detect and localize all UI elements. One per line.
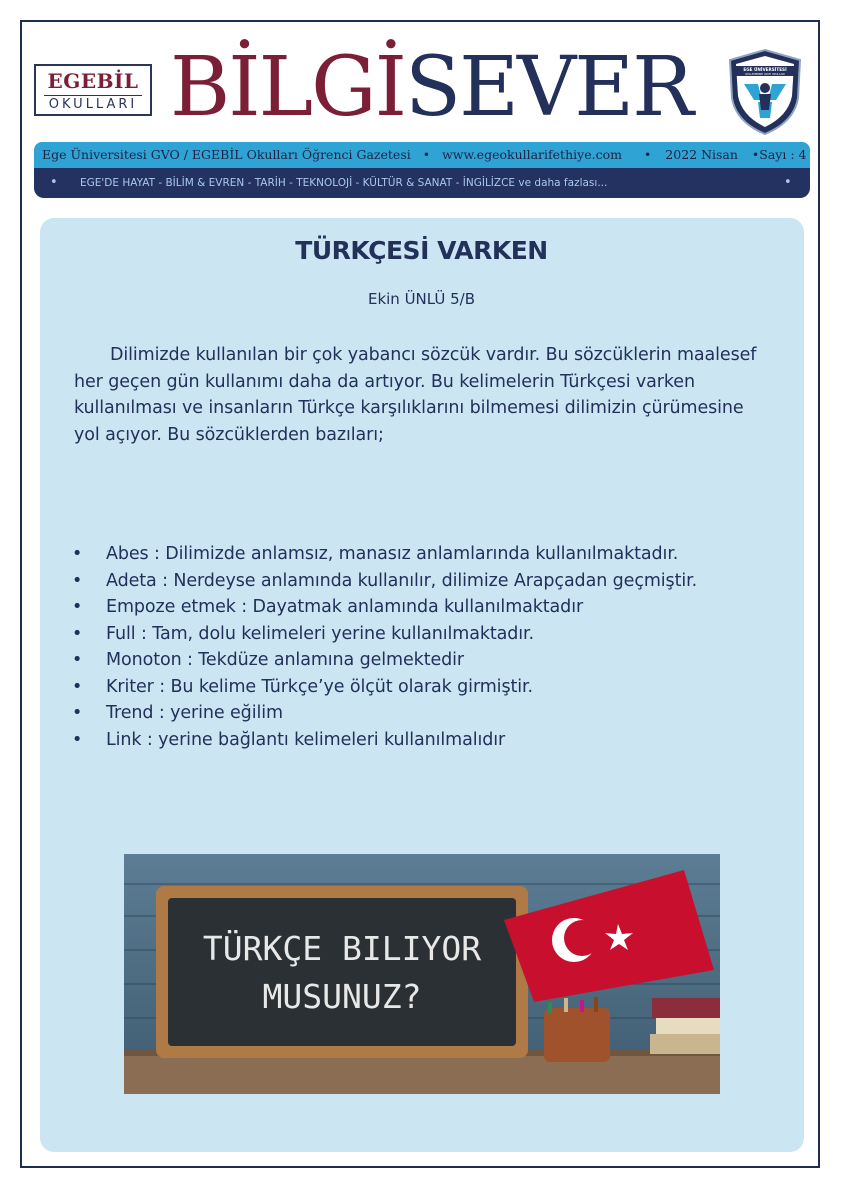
- masthead-title: [170, 38, 690, 138]
- list-item: • Full : Tam, dolu kelimeleri yerine kullanılmaktadır.: [72, 623, 534, 644]
- school-crest-icon: [726, 48, 804, 136]
- topics-bullet-left: •: [50, 175, 58, 190]
- issue-date: 2022 Nisan: [665, 147, 738, 162]
- chalkboard-image: [124, 854, 720, 1094]
- website-link[interactable]: www.egeokullarifethiye.com: [442, 147, 622, 162]
- list-item: • Kriter : Bu kelime Türkçe’ye ölçüt olarak girmiştir.: [72, 676, 533, 697]
- masthead-part1: BİLGİ: [170, 40, 405, 135]
- list-item: • Trend : yerine eğilim: [72, 703, 283, 723]
- article-author: Ekin ÜNLÜ 5/B: [367, 290, 476, 308]
- masthead-part2: SEVER: [405, 40, 692, 135]
- logo-line2: OKULLARI: [44, 95, 142, 112]
- chalkboard-line1: TÜRKÇE BILIYOR: [202, 929, 482, 968]
- topics-bar: [34, 168, 810, 198]
- list-item: • Adeta : Nerdeyse anlamında kullanılır, dilimize Arapçadan geçmiştir.: [72, 570, 698, 591]
- article-intro: Dilimizde kullanılan bir çok yabancı sözcük vardır. Bu sözcüklerin maalesef her geçen gün kullanımı daha da artıyor. Bu kelimelerin Türkçesi varken kullanılması ve insanların Türkçe karşılıklarını bilmemesi dilimizin çürümesine yol açıyor. Bu sözcüklerden bazıları;: [74, 345, 757, 445]
- egebil-logo: [34, 64, 152, 116]
- info-bar: Ege Üniversitesi GVO / EGEBİL Okulları Öğrenci Gazetesi • www.egeokullarifethiye.com • 2022 Nisan •Sayı : 4: [34, 142, 810, 168]
- list-item: • Empoze etmek : Dayatmak anlamında kullanılmaktadır: [72, 597, 584, 617]
- word-list: [70, 541, 790, 753]
- issue-number: •Sayı : 4: [751, 147, 807, 162]
- logo-line1: EGEBİL: [47, 69, 139, 93]
- chalkboard-line2: MUSUNUZ?: [262, 977, 422, 1016]
- topics-bullet-right: •: [784, 175, 792, 190]
- list-item: • Abes : Dilimizde anlamsız, manasız anlamlarında kullanılmaktadır.: [72, 544, 679, 564]
- publisher-text: Ege Üniversitesi GVO / EGEBİL Okulları Öğrenci Gazetesi: [42, 147, 411, 162]
- crest-line2: GÜLLEMENNE VAKFI OKULLARI: [745, 73, 785, 76]
- list-item: • Link : yerine bağlantı kelimeleri kullanılmalıdır: [72, 729, 506, 750]
- crest-line1: EGE ÜNİVERSİTESİ: [743, 67, 787, 72]
- list-item: • Monoton : Tekdüze anlamına gelmektedir: [72, 650, 464, 670]
- topics-text: EGE'DE HAYAT - BİLİM & EVREN - TARİH - TEKNOLOJİ - KÜLTÜR & SANAT - İNGİLİZCE ve daha fazlası...: [80, 177, 608, 189]
- article-title: TÜRKÇESİ VARKEN: [295, 236, 548, 265]
